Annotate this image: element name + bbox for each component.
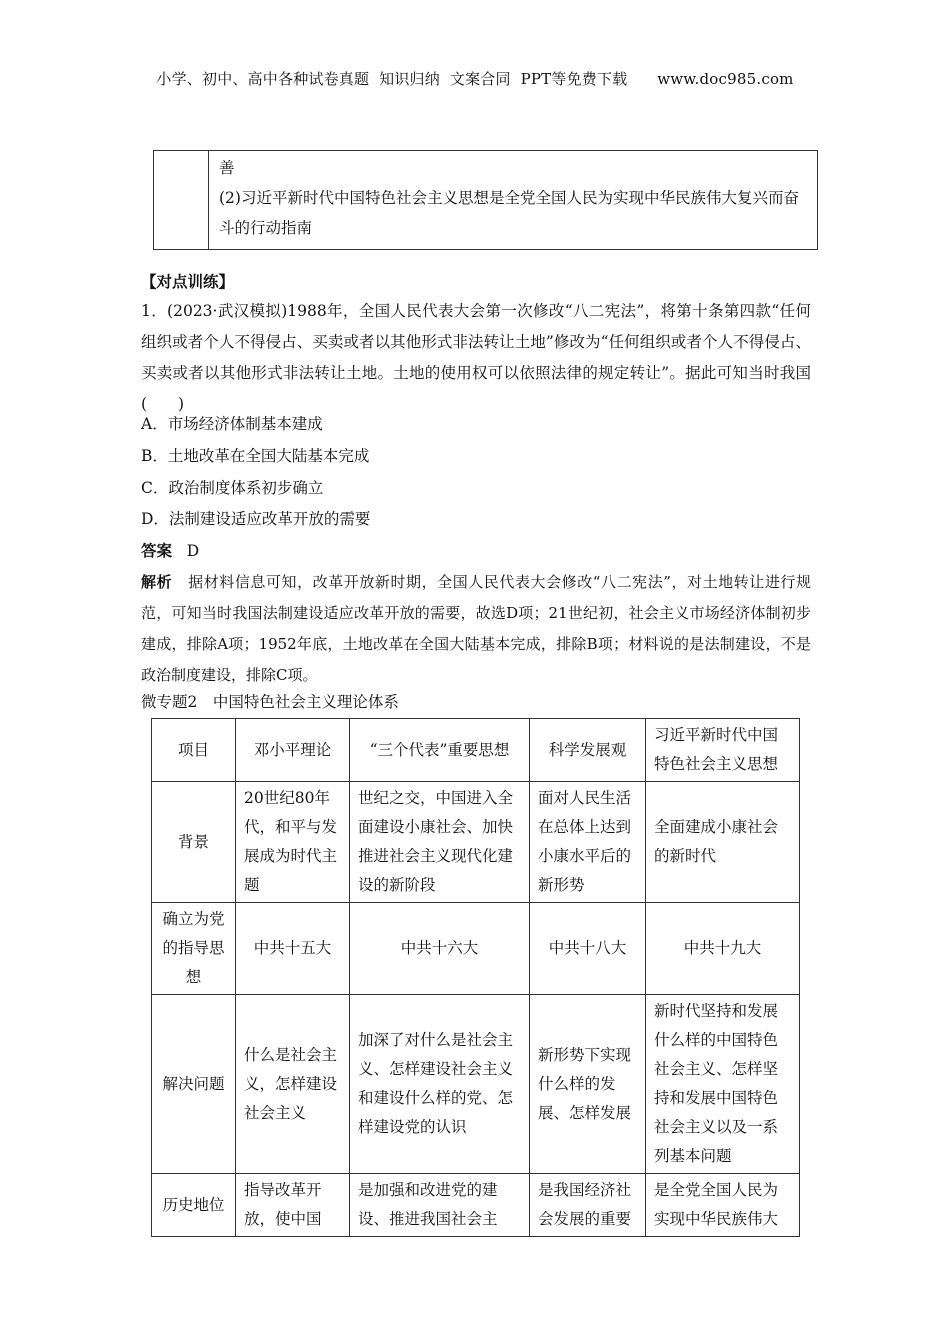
analysis-label: 解析 — [141, 573, 173, 591]
table-header-cell: “三个代表”重要思想 — [350, 719, 530, 782]
answer-value: D — [186, 542, 200, 560]
table-cell: 中共十五大 — [236, 903, 350, 995]
table-cell: 中共十九大 — [646, 903, 800, 995]
continued-table-text-cell — [209, 151, 818, 250]
option-b: B．土地改革在全国大陆基本完成 — [141, 447, 370, 465]
table-cell: 是全党全国人民为实现中华民族伟大 — [646, 1174, 800, 1237]
question-stem: 1．(2023·武汉模拟)1988年，全国人民代表大会第一次修改“八二宪法”，将第十条第四款“任何组织或者个人不得侵占、买卖或者以其他形式非法转让土地”修改为“任何组织或者个人不得侵占、买卖或者以其他形式非法转让土地。土地的使用权可以依照法律的规定转让”。据此可知当时我国( ) — [141, 302, 811, 413]
row-label: 背景 — [152, 782, 236, 903]
table-row — [152, 903, 800, 995]
analysis — [141, 567, 811, 691]
table-header-cell: 习近平新时代中国特色社会主义思想 — [646, 719, 800, 782]
table-cell: 新时代坚持和发展什么样的中国特色社会主义、怎样坚持和发展中国特色社会主义以及一系列基本问题 — [646, 995, 800, 1174]
row-label: 确立为党的指导思想 — [152, 903, 236, 995]
row-label: 解决问题 — [152, 995, 236, 1174]
table-header-cell: 邓小平理论 — [236, 719, 350, 782]
table-cell: 是我国经济社会发展的重要 — [530, 1174, 646, 1237]
continued-table-blank-cell — [154, 151, 209, 250]
table-cell: 是加强和改进党的建设、推进我国社会主 — [350, 1174, 530, 1237]
theory-table — [151, 718, 800, 1237]
table-cell: 加深了对什么是社会主义、怎样建设社会主义和建设什么样的党、怎样建设党的认识 — [350, 995, 530, 1174]
table-row — [152, 782, 800, 903]
table-cell: 面对人民生活在总体上达到小康水平后的新形势 — [530, 782, 646, 903]
continued-line-2: (2)习近平新时代中国特色社会主义思想是全党全国人民为实现中华民族伟大复兴而奋斗的行动指南 — [219, 189, 799, 237]
table-cell: 世纪之交，中国进入全面建设小康社会、加快推进社会主义现代化建设的新阶段 — [350, 782, 530, 903]
continued-line-1: 善 — [219, 159, 235, 177]
option-d: D．法制建设适应改革开放的需要 — [141, 510, 371, 528]
table-cell: 全面建成小康社会的新时代 — [646, 782, 800, 903]
table-cell: 中共十八大 — [530, 903, 646, 995]
answer — [141, 539, 199, 561]
table-header-cell: 科学发展观 — [530, 719, 646, 782]
table-cell: 20世纪80年代，和平与发展成为时代主题 — [236, 782, 350, 903]
table-row — [152, 1174, 800, 1237]
option-c: C．政治制度体系初步确立 — [141, 479, 324, 497]
row-label: 历史地位 — [152, 1174, 236, 1237]
table-row — [152, 995, 800, 1174]
page-header: 小学、初中、高中各种试卷真题 知识归纳 文案合同 PPT等免费下载 www.doc985.com — [156, 70, 794, 88]
analysis-text: 据材料信息可知，改革开放新时期，全国人民代表大会修改“八二宪法”，对土地转让进行规范，可知当时我国法制建设适应改革开放的需要，故选D项；21世纪初，社会主义市场经济体制初步建成，排除A项；1952年底，土地改革在全国大陆基本完成，排除B项；材料说的是法制建设，不是政治制度建设，排除C项。 — [141, 573, 811, 684]
table-cell: 新形势下实现什么样的发展、怎样发展 — [530, 995, 646, 1174]
table-cell: 指导改革开放，使中国 — [236, 1174, 350, 1237]
section-label: 【对点训练】 — [141, 272, 235, 291]
table-cell: 什么是社会主义，怎样建设社会主义 — [236, 995, 350, 1174]
table-cell: 中共十六大 — [350, 903, 530, 995]
answer-label: 答案 — [141, 541, 173, 560]
table-header-row — [152, 719, 800, 782]
continued-table — [153, 150, 818, 250]
subtopic-title: 微专题2 中国特色社会主义理论体系 — [141, 693, 399, 711]
table-header-cell: 项目 — [152, 719, 236, 782]
option-a: A．市场经济体制基本建成 — [141, 415, 323, 433]
